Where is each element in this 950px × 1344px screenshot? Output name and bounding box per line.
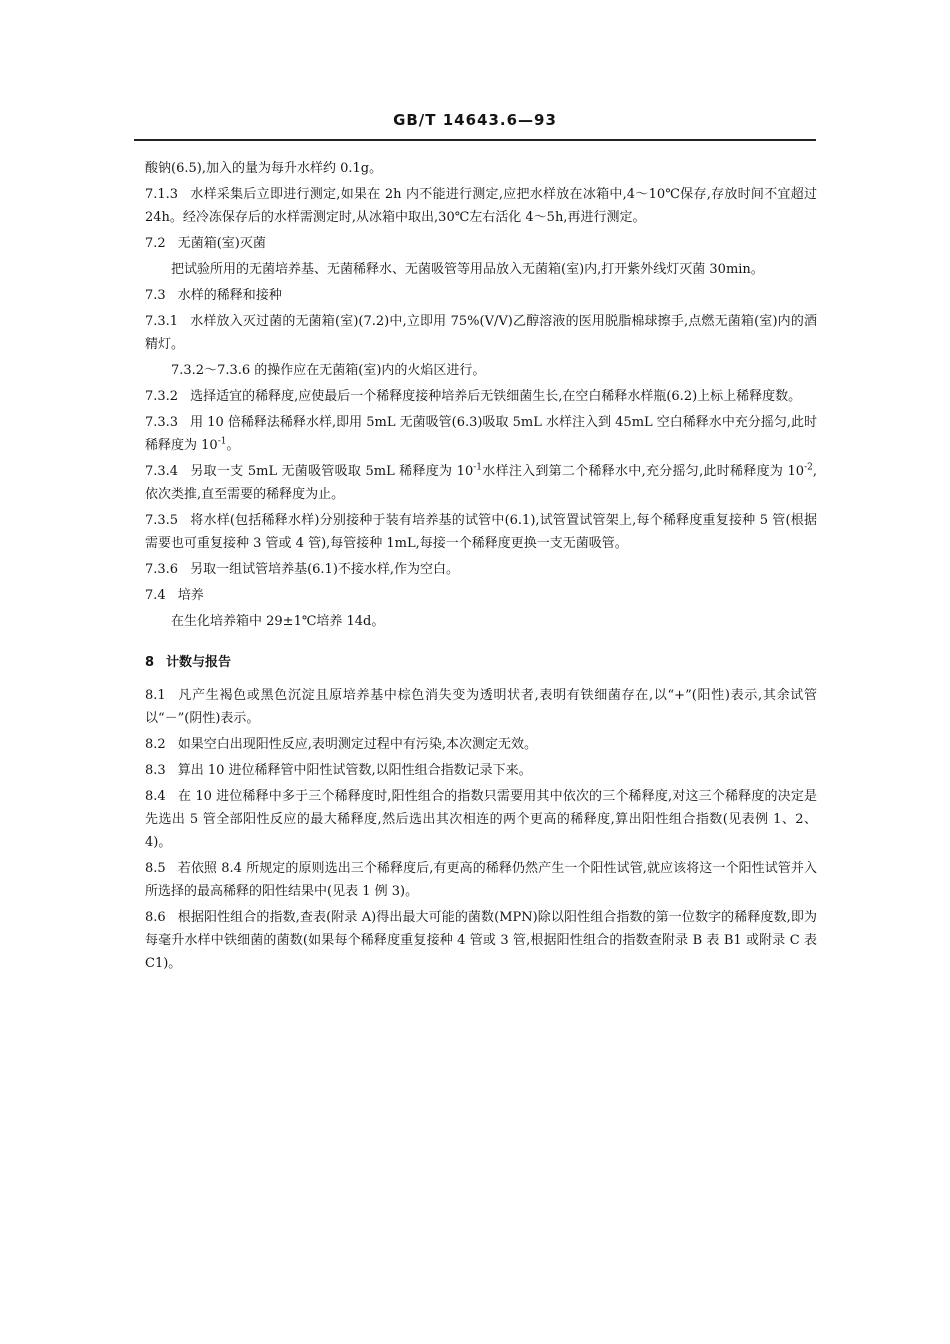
clause-number: 7.2: [145, 236, 166, 251]
clause-text-end: 。: [226, 438, 240, 453]
section-8-heading: [145, 651, 817, 674]
clause-number: 8.4: [145, 789, 166, 804]
clause-7-3-2: [145, 385, 817, 408]
clause-text: 水样放入灭过菌的无菌箱(室)(7.2)中,立即用 75%(V/V)乙醇溶液的医用脱脂棉球擦手,点燃无菌箱(室)内的酒精灯。: [145, 314, 817, 352]
clause-7-1-3: [145, 183, 817, 229]
clause-7-3-3: [145, 411, 817, 457]
clause-7-3-1: [145, 310, 817, 356]
clause-number: 8.2: [145, 737, 166, 752]
paragraph-7-3-note: 7.3.2～7.3.6 的操作应在无菌箱(室)内的火焰区进行。: [171, 363, 486, 378]
heading-text: 水样的稀释和接种: [177, 288, 282, 303]
standard-code-header: GB/T 14643.6—93: [393, 111, 557, 129]
clause-text-end: ,依次类推,直至需要的稀释度为止。: [145, 464, 817, 502]
heading-text: 培养: [177, 588, 204, 603]
clause-number: 7.3.4: [145, 464, 179, 479]
clause-number: 7.4: [145, 588, 166, 603]
clause-text: 将水样(包括稀释水样)分别接种于装有培养基的试管中(6.1),试管置试管架上,每个稀释度重复接种 5 管(根据需要也可重复接种 3 管或 4 管),每管接种 1mL,每接一个稀释度更换一支无菌吸管。: [145, 513, 817, 551]
clause-text: 在 10 进位稀释中多于三个稀释度时,阳性组合的指数只需要用其中依次的三个稀释度,对这三个稀释度的决定是先选出 5 管全部阳性反应的最大稀释度,然后选出其次相连的两个更高的稀释度,算出阳性组合指数(见表例 1、2、4)。: [145, 789, 817, 850]
clause-text: 另取一支 5mL 无菌吸管吸取 5mL 稀释度为 10: [190, 464, 474, 479]
clause-number: 7.3.3: [145, 415, 179, 430]
clause-number: 8.1: [145, 688, 166, 703]
clause-number: 7.3.2: [145, 389, 179, 404]
clause-text: 算出 10 进位稀释管中阳性试管数,以阳性组合指数记录下来。: [177, 763, 532, 778]
section-title: 计数与报告: [166, 655, 232, 670]
clause-8-6: [145, 906, 817, 975]
clause-8-5: [145, 857, 817, 903]
clause-number: 7.3: [145, 288, 166, 303]
clause-8-1: [145, 684, 817, 730]
heading-7-4: [145, 584, 817, 607]
document-body: [145, 157, 817, 978]
clause-text: 如果空白出现阳性反应,表明测定过程中有污染,本次测定无效。: [177, 737, 537, 752]
clause-8-3: [145, 759, 817, 782]
clause-text: 根据阳性组合的指数,查表(附录 A)得出最大可能的菌数(MPN)除以阳性组合指数的第一位数字的稀释度数,即为每毫升水样中铁细菌的菌数(如果每个稀释度重复接种 4 管或 3 管,根据阳性组合的指数查附录 B 表 B1 或附录 C 表 C1)。: [145, 910, 817, 971]
clause-text: 若依照 8.4 所规定的原则选出三个稀释度后,有更高的稀释仍然产生一个阳性试管,就应该将这一个阳性试管并入所选择的最高稀释的阳性结果中(见表 1 例 3)。: [145, 861, 817, 899]
clause-number: 7.3.5: [145, 513, 179, 528]
clause-text: 另取一组试管培养基(6.1)不接水样,作为空白。: [190, 562, 460, 577]
paragraph-continuation: 酸钠(6.5),加入的量为每升水样约 0.1g。: [145, 161, 383, 176]
clause-text: 选择适宜的稀释度,应使最后一个稀释度接种培养后无铁细菌生长,在空白稀释水样瓶(6.2)上标上稀释度数。: [190, 389, 802, 404]
clause-text-mid: 水样注入到第二个稀释水中,充分摇匀,此时稀释度为 10: [482, 464, 805, 479]
clause-number: 7.3.6: [145, 562, 179, 577]
clause-number: 8.3: [145, 763, 166, 778]
clause-number: 7.1.3: [145, 187, 179, 202]
header-rule: [134, 139, 816, 141]
clause-text: 凡产生褐色或黑色沉淀且原培养基中棕色消失变为透明状者,表明有铁细菌存在,以“+”(阳性)表示,其余试管以“－”(阴性)表示。: [145, 688, 817, 726]
clause-7-3-6: [145, 558, 817, 581]
clause-number: 8.5: [145, 861, 166, 876]
paragraph-7-4: 在生化培养箱中 29±1℃培养 14d。: [171, 614, 385, 629]
paragraph-7-2: 把试验所用的无菌培养基、无菌稀释水、无菌吸管等用品放入无菌箱(室)内,打开紫外线灯灭菌 30min。: [171, 262, 764, 277]
exponent: -1: [473, 462, 483, 473]
clause-text: 用 10 倍稀释法稀释水样,即用 5mL 无菌吸管(6.3)吸取 5mL 水样注入到 45mL 空白稀释水中充分摇匀,此时稀释度为 10: [145, 415, 817, 453]
clause-number: 8.6: [145, 910, 166, 925]
exponent: -2: [804, 462, 813, 473]
heading-7-2: [145, 232, 817, 255]
clause-text: 水样采集后立即进行测定,如果在 2h 内不能进行测定,应把水样放在冰箱中,4～10℃保存,存放时间不宜超过 24h。经冷冻保存后的水样需测定时,从冰箱中取出,30℃左右活化 4～5h,再进行测定。: [145, 187, 817, 225]
heading-text: 无菌箱(室)灭菌: [177, 236, 266, 251]
clause-7-3-4: [145, 460, 817, 506]
clause-8-2: [145, 733, 817, 756]
heading-7-3: [145, 284, 817, 307]
clause-7-3-5: [145, 509, 817, 555]
exponent: -1: [217, 436, 227, 447]
clause-8-4: [145, 785, 817, 854]
clause-number: 7.3.1: [145, 314, 179, 329]
section-number: 8: [145, 655, 155, 670]
